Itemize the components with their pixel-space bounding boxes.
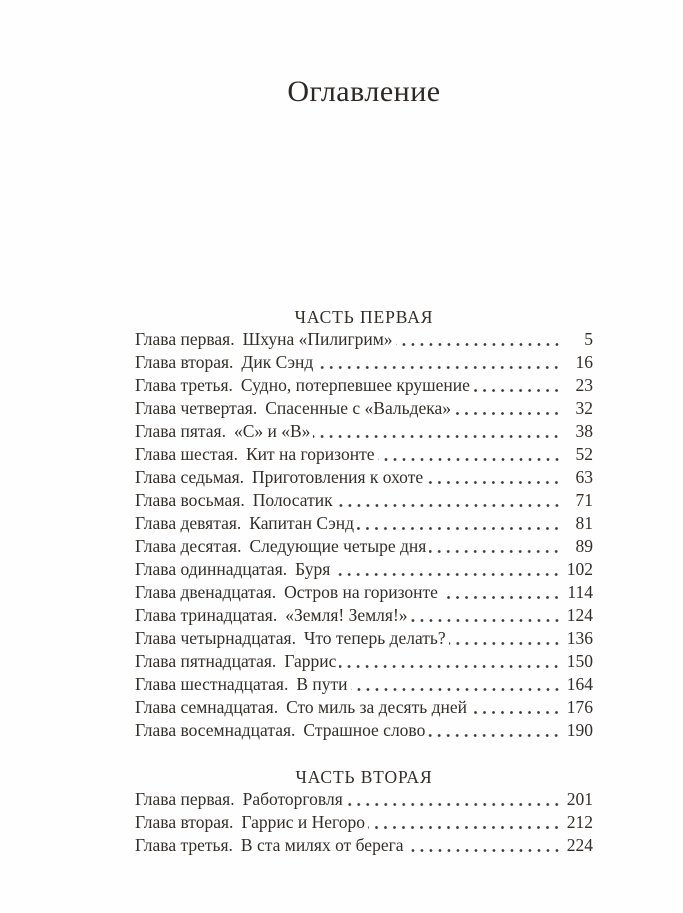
dot-leader (368, 825, 561, 830)
entry-page-number: 89 (575, 536, 593, 556)
entry-chapter-label: Глава третья. (135, 835, 233, 855)
dot-leader (473, 388, 561, 393)
entry-list (135, 788, 593, 857)
dot-leader (449, 641, 561, 646)
entry-title: Спасенные с «Вальдека» (265, 398, 452, 418)
entry-page-number: 176 (566, 697, 593, 717)
entry-title: Сто миль за десять дней (286, 697, 467, 717)
entry-chapter-label: Глава первая. (135, 789, 235, 809)
entry-chapter-label: Глава восьмая. (135, 490, 245, 510)
entry-title: Следующие четыре дня (249, 536, 427, 556)
entry-title: Буря (295, 559, 331, 579)
toc-entry (135, 627, 593, 650)
toc-entry (135, 673, 593, 696)
entry-title: В пути (296, 674, 348, 694)
entry-title: Гаррис (284, 651, 337, 671)
entry-chapter-label: Глава пятая. (135, 421, 226, 441)
toc-entry (135, 834, 593, 857)
toc-entry (135, 811, 593, 834)
toc-entry (135, 466, 593, 489)
entry-title: Работорговля (242, 789, 343, 809)
entry-chapter-label: Глава шестнадцатая. (135, 674, 289, 694)
dot-leader (333, 572, 561, 577)
entry-title: Кит на горизонте (245, 444, 375, 464)
toc-entry (135, 397, 593, 420)
toc-entry (135, 788, 593, 811)
dot-leader (351, 687, 561, 692)
dot-leader (346, 802, 561, 807)
entry-chapter-label: Глава одиннадцатая. (135, 559, 288, 579)
entry-title: В ста милях от берега (240, 835, 404, 855)
entry-title: Судно, потерпевшее крушение (240, 375, 470, 395)
dot-leader (428, 733, 561, 738)
toc-entry (135, 650, 593, 673)
entry-chapter-label: Глава четырнадцатая. (135, 628, 296, 648)
dot-leader (336, 503, 561, 508)
entry-title: Гаррис и Негоро (241, 812, 366, 832)
entry-chapter-label: Глава шестая. (135, 444, 238, 464)
entry-chapter-label: Глава седьмая. (135, 467, 245, 487)
entry-chapter-label: Глава третья. (135, 375, 233, 395)
dot-leader (411, 618, 561, 623)
entry-title: Страшное слово (303, 720, 426, 740)
toc-entry (135, 374, 593, 397)
toc-entry (135, 558, 593, 581)
dot-leader (396, 342, 561, 347)
entry-title: Капитан Сэнд (249, 513, 355, 533)
entry-title: Что теперь делать? (303, 628, 446, 648)
entry-title: Дик Сэнд (241, 352, 314, 372)
toc-entry (135, 604, 593, 627)
entry-chapter-label: Глава четвертая. (135, 398, 258, 418)
toc-entry (135, 696, 593, 719)
entry-page-number: 38 (575, 421, 593, 441)
part-heading: ЧАСТЬ ПЕРВАЯ (294, 307, 434, 327)
entry-chapter-label: Глава десятая. (135, 536, 242, 556)
entry-chapter-label: Глава тринадцатая. (135, 605, 278, 625)
entry-page-number: 190 (566, 720, 593, 740)
entry-chapter-label: Глава пятнадцатая. (135, 651, 277, 671)
dot-leader (357, 526, 561, 531)
entry-chapter-label: Глава вторая. (135, 352, 234, 372)
dot-leader (316, 365, 561, 370)
entry-page-number: 63 (575, 467, 593, 487)
entry-page-number: 52 (575, 444, 593, 464)
entry-title: Остров на горизонте (284, 582, 438, 602)
entry-title: «С» и «В» (233, 421, 311, 441)
dot-leader (407, 848, 561, 853)
entry-page-number: 224 (566, 835, 593, 855)
toc-entry (135, 719, 593, 742)
entry-page-number: 164 (566, 674, 593, 694)
toc-parts (135, 306, 593, 857)
toc-part (135, 766, 593, 857)
toc-entry (135, 420, 593, 443)
entry-page-number: 32 (575, 398, 593, 418)
entry-page-number: 114 (567, 582, 593, 602)
entry-page-number: 150 (566, 651, 593, 671)
toc-content (135, 0, 593, 857)
toc-entry (135, 535, 593, 558)
entry-page-number: 136 (566, 628, 593, 648)
entry-page-number: 102 (566, 559, 593, 579)
entry-page-number: 212 (566, 812, 593, 832)
entry-chapter-label: Глава двенадцатая. (135, 582, 277, 602)
part-heading: ЧАСТЬ ВТОРАЯ (295, 767, 433, 787)
entry-chapter-label: Глава девятая. (135, 513, 242, 533)
toc-entry (135, 443, 593, 466)
page-title: Оглавление (287, 75, 441, 108)
entry-chapter-label: Глава семнадцатая. (135, 697, 279, 717)
dot-leader (454, 411, 561, 416)
entry-title: «Земля! Земля!» (285, 605, 408, 625)
entry-title: Шхуна «Пилигрим» (242, 329, 393, 349)
entry-title: Приготовления к охоте (252, 467, 424, 487)
dot-leader (378, 457, 562, 462)
entry-page-number: 5 (584, 329, 593, 349)
entry-page-number: 81 (575, 513, 593, 533)
entry-chapter-label: Глава восемнадцатая. (135, 720, 296, 740)
dot-leader (339, 664, 561, 669)
entry-chapter-label: Глава первая. (135, 329, 235, 349)
toc-entry (135, 489, 593, 512)
dot-leader (313, 434, 561, 439)
entry-page-number: 201 (566, 789, 593, 809)
entry-chapter-label: Глава вторая. (135, 812, 234, 832)
entry-page-number: 23 (575, 375, 593, 395)
entry-page-number: 124 (566, 605, 593, 625)
toc-entry (135, 328, 593, 351)
dot-leader (470, 710, 561, 715)
toc-entry (135, 351, 593, 374)
toc-entry (135, 581, 593, 604)
dot-leader (429, 549, 561, 554)
entry-page-number: 16 (575, 352, 593, 372)
toc-part (135, 306, 593, 742)
entry-page-number: 71 (575, 490, 593, 510)
dot-leader (426, 480, 561, 485)
entry-list (135, 328, 593, 742)
dot-leader (441, 595, 561, 600)
entry-title: Полосатик (252, 490, 333, 510)
toc-entry (135, 512, 593, 535)
